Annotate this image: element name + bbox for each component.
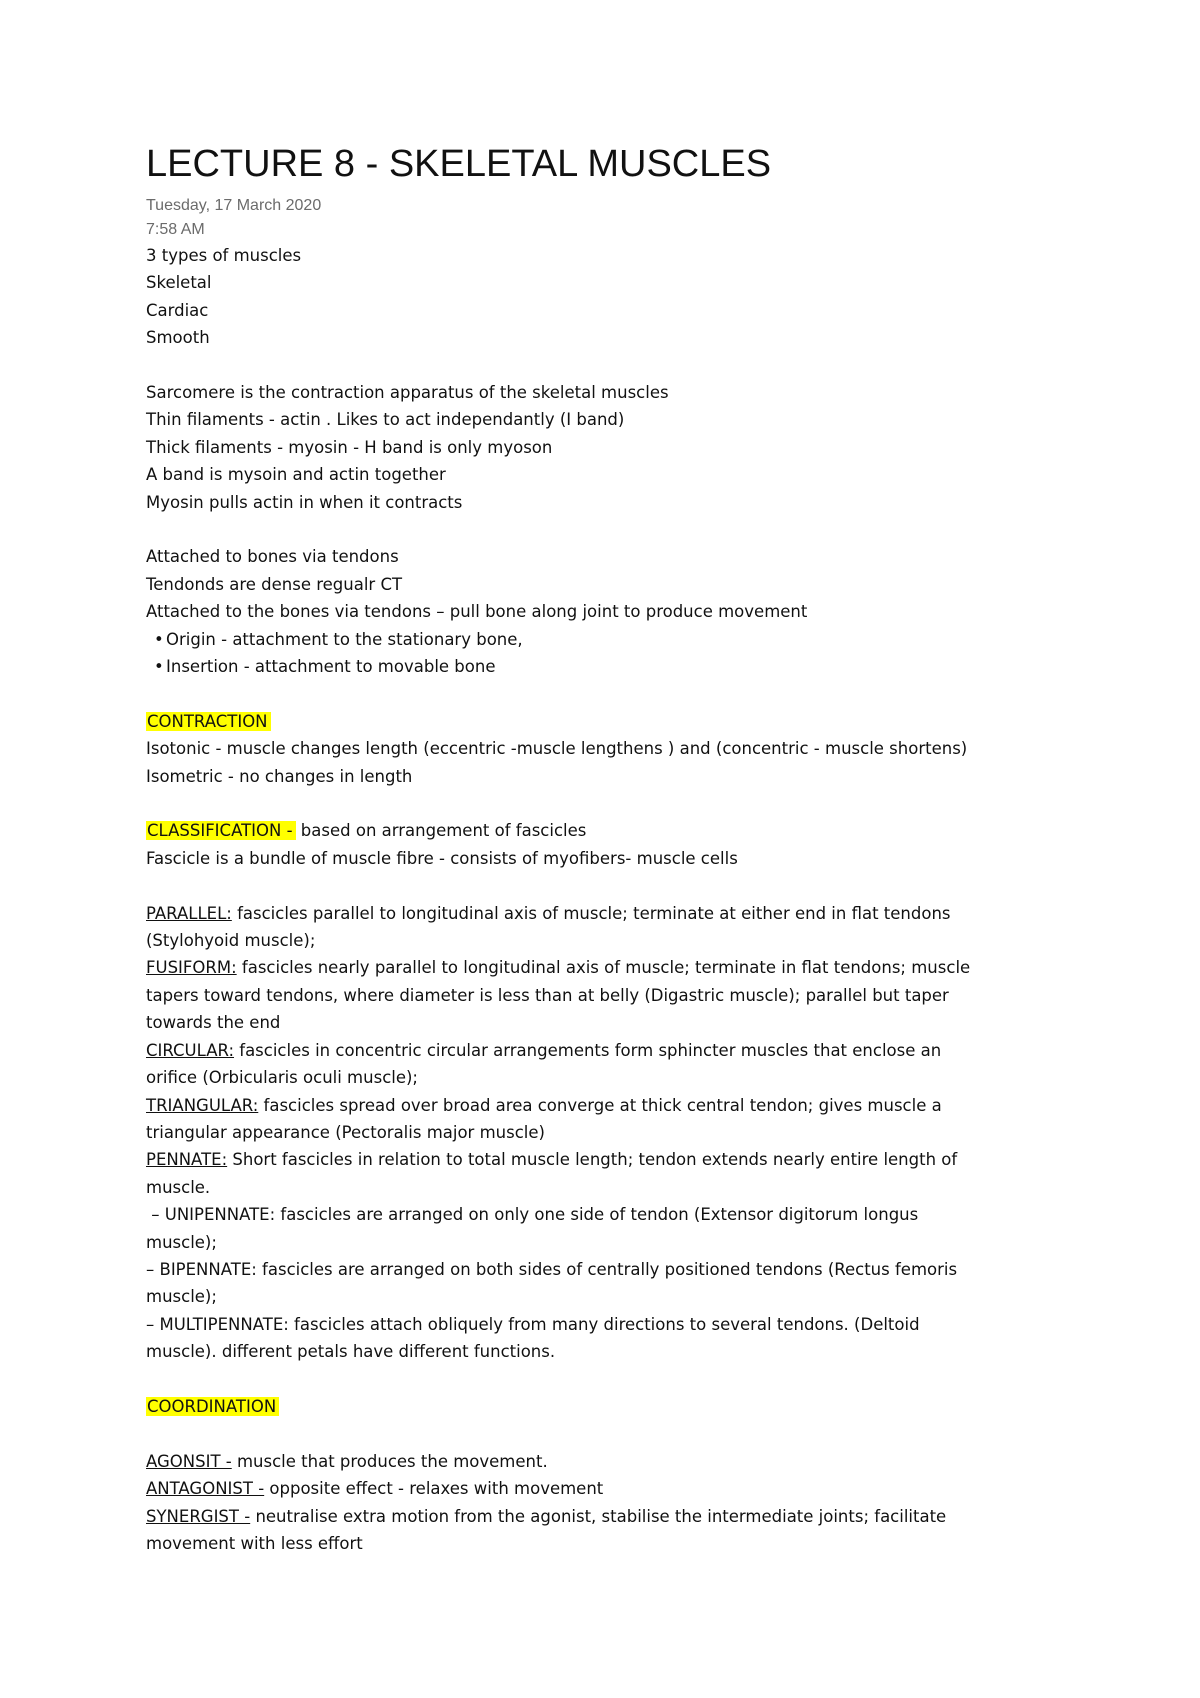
classification-heading: CLASSIFICATION - [146, 821, 296, 840]
coordination-heading-row [146, 1393, 1066, 1420]
type-item: Smooth [146, 328, 210, 348]
bullet-icon: • [154, 657, 164, 677]
classification-heading-rest: based on arrangement of fascicles [295, 821, 587, 841]
sarcomere-line: Thick filaments - myosin - H band is only myoson [146, 437, 553, 457]
sarcomere-line: A band is mysoin and actin together [146, 465, 446, 485]
synergist-line: movement with less effort [146, 1533, 363, 1553]
circular-label: CIRCULAR: [146, 1040, 235, 1060]
bullet-text: Insertion - attachment to movable bone [166, 657, 496, 677]
note-date: Tuesday, 17 March 2020 [146, 197, 322, 214]
spacer [146, 872, 1066, 899]
spacer [146, 1420, 1066, 1447]
fusiform-label: FUSIFORM: [146, 958, 237, 978]
contraction-heading: CONTRACTION [146, 712, 271, 731]
circular-text: fascicles in concentric circular arrangements form sphincter muscles that enclose an [234, 1040, 942, 1060]
pennate-text: Short fascicles in relation to total muscle length; tendon extends nearly entire length of [227, 1150, 958, 1170]
spacer [146, 680, 1066, 707]
antagonist-line [146, 1475, 1066, 1502]
sarcomere-line: Sarcomere is the contraction apparatus of the skeletal muscles [146, 383, 669, 403]
spacer [146, 790, 1066, 817]
synergist-line [146, 1503, 1066, 1530]
fusiform-line: tapers toward tendons, where diameter is less than at belly (Digastric muscle); parallel but taper [146, 985, 949, 1005]
document-page [146, 142, 1066, 1557]
triangular-label: TRIANGULAR: [146, 1095, 259, 1115]
bullet-icon: • [154, 629, 164, 649]
bipennate-line: muscle); [146, 1287, 217, 1307]
antagonist-text: opposite effect - relaxes with movement [264, 1479, 604, 1499]
synergist-label: SYNERGIST - [146, 1506, 251, 1526]
unipennate-line: muscle); [146, 1232, 217, 1252]
contraction-line: Isotonic - muscle changes length (eccentric -muscle lengthens ) and (concentric - muscle shortens) [146, 739, 968, 759]
spacer [146, 1366, 1066, 1393]
fusiform-line [146, 954, 1066, 981]
agonist-label: AGONSIT - [146, 1451, 232, 1471]
bullet-text: Origin - attachment to the stationary bone, [166, 629, 523, 649]
sarcomere-line: Thin filaments - actin . Likes to act independantly (I band) [146, 410, 625, 430]
bipennate-line: – BIPENNATE: fascicles are arranged on both sides of centrally positioned tendons (Rectus femoris [146, 1259, 958, 1279]
parallel-line: (Stylohyoid muscle); [146, 931, 316, 951]
parallel-text: fascicles parallel to longitudinal axis of muscle; terminate at either end in flat tendons [231, 903, 951, 923]
pennate-line: muscle. [146, 1177, 211, 1197]
pennate-label: PENNATE: [146, 1150, 228, 1170]
classification-heading-row [146, 817, 1066, 844]
attachment-line: Tendonds are dense regualr CT [146, 574, 403, 594]
coordination-heading: COORDINATION [146, 1397, 279, 1416]
fusiform-line: towards the end [146, 1013, 281, 1033]
triangular-text: fascicles spread over broad area converge at thick central tendon; gives muscle a [258, 1095, 942, 1115]
note-time: 7:58 AM [146, 221, 205, 238]
type-item: Skeletal [146, 273, 212, 293]
classification-line: Fascicle is a bundle of muscle fibre - consists of myofibers- muscle cells [146, 848, 738, 868]
multipennate-line: – MULTIPENNATE: fascicles attach obliquely from many directions to several tendons. (Deltoid [146, 1314, 920, 1334]
circular-line: orifice (Orbicularis oculi muscle); [146, 1068, 418, 1088]
sarcomere-line: Myosin pulls actin in when it contracts [146, 492, 463, 512]
type-item: Cardiac [146, 300, 209, 320]
unipennate-line: – UNIPENNATE: fascicles are arranged on only one side of tendon (Extensor digitorum longus [146, 1205, 919, 1225]
triangular-line [146, 1092, 1066, 1119]
agonist-line [146, 1448, 1066, 1475]
agonist-text: muscle that produces the movement. [231, 1451, 548, 1471]
attachment-line: Attached to the bones via tendons – pull bone along joint to produce movement [146, 602, 808, 622]
multipennate-line: muscle). different petals have different functions. [146, 1342, 556, 1362]
antagonist-label: ANTAGONIST - [146, 1479, 265, 1499]
spacer [146, 352, 1066, 379]
contraction-heading-row [146, 708, 1066, 735]
parallel-label: PARALLEL: [146, 903, 232, 923]
spacer [146, 516, 1066, 543]
pennate-line [146, 1146, 1066, 1173]
contraction-line: Isometric - no changes in length [146, 766, 413, 786]
circular-line [146, 1037, 1066, 1064]
triangular-line: triangular appearance (Pectoralis major muscle) [146, 1122, 545, 1142]
page-title: LECTURE 8 - SKELETAL MUSCLES [146, 143, 772, 185]
fusiform-text: fascicles nearly parallel to longitudinal axis of muscle; terminate in flat tendons; muscle [236, 958, 971, 978]
bullet-item-origin [146, 626, 1066, 653]
attachment-line: Attached to bones via tendons [146, 547, 399, 567]
synergist-text: neutralise extra motion from the agonist, stabilise the intermediate joints; facilitate [250, 1506, 947, 1526]
types-heading: 3 types of muscles [146, 246, 302, 265]
parallel-line [146, 900, 1066, 927]
bullet-item-insertion [146, 653, 1066, 680]
